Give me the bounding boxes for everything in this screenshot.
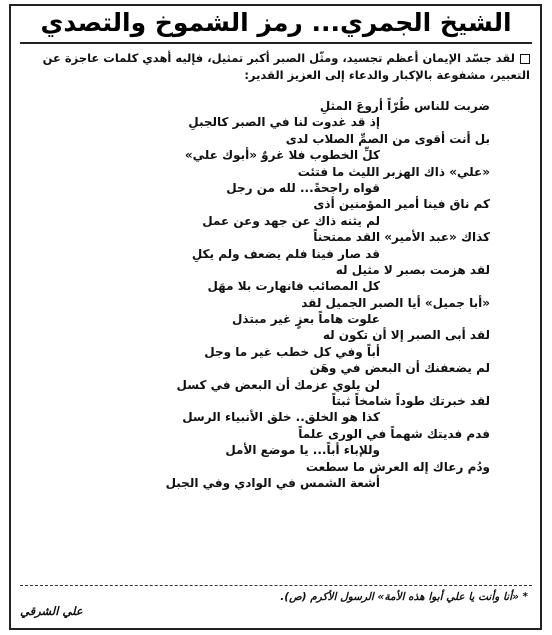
article-title: الشيخ الجمري... رمز الشموخ والتصدي [40, 8, 512, 37]
poem-line: «علي» ذاك الهزبر الليث ما فتئت [297, 164, 490, 179]
intro-text: لقد جسّد الإيمان أعظم تجسيد، ومثّل الصبر أكبر تمثيل، فإليه أهدي كلمات عاجزة عن التعبير، مشفوعة بالإكبار والدعاء إلى العزيز القدير: [42, 51, 530, 82]
square-bullet-icon [520, 54, 530, 64]
poem-line: ضربت للناس طُرّاً أروعَ المثلِ [319, 99, 490, 113]
intro-paragraph [22, 50, 530, 84]
poem-line: قواه راجحةً... لله من رجل [226, 180, 380, 195]
author-signature: علي الشرقي [20, 604, 83, 618]
title-divider [20, 42, 532, 44]
poem [22, 98, 530, 491]
poem-line: بل أنت أقوى من الصمِّ الصلاب لدى [285, 131, 490, 146]
poem-line: ودُم رعاك إله العرش ما سطعت [305, 459, 490, 474]
poem-line: علوت هاماً بعزٍ غير مبتذل [231, 312, 380, 327]
poem-line: إذ قد غدوت لنا في الصبر كالجبلِ [188, 115, 380, 130]
poem-line: كذا هو الخلق.. خلق الأنبياء الرسل [182, 410, 380, 425]
poem-line: لقد أبى الصبر إلا أن تكون له [322, 328, 490, 343]
poem-line: لم يثنه ذاك عن جهد وعن عمل [202, 213, 380, 228]
poem-line: كل المصائب فانهارت بلا مهَل [207, 279, 380, 294]
poem-line: فدم فديتك شهماً في الورى علماً [298, 426, 490, 441]
poem-line: لن يلوي عزمك أن البعض في كسل [176, 377, 380, 392]
poem-line: أباً وفي كل خطب غير ما وجل [204, 344, 380, 359]
poem-line: كذاك «عبد الأمير» القد ممتحناً [313, 230, 490, 245]
footnote: * «أنا وأنت يا علي أبوا هذه الأمة» الرسول الأكرم (ص). [280, 591, 528, 603]
poem-line: لقد هزمت بصبر لا مثيل له [335, 262, 490, 277]
poem-line: لم يضعفنك أن البعض في وهَن [309, 361, 490, 376]
poem-line: أشعة الشمس في الوادي وفي الجبل [165, 475, 380, 490]
poem-line: كلِّ الخطوب فلا غروٌ «أبوك علي» [184, 148, 380, 163]
footnote-divider [20, 585, 532, 586]
poem-line: كم ناق فينا أمير المؤمنين أذى [313, 197, 490, 212]
poem-line: قد صار فينا فلم يضعف ولم يكلِ [191, 246, 380, 261]
poem-line: وللإباء أباً... يا موضع الأمل [225, 443, 380, 458]
poem-line: «أبا جميل» أيا الصبر الجميل لقد [301, 295, 490, 310]
poem-line: لقد خبرتك طوداً شامخاً ثبتاً [331, 394, 490, 409]
